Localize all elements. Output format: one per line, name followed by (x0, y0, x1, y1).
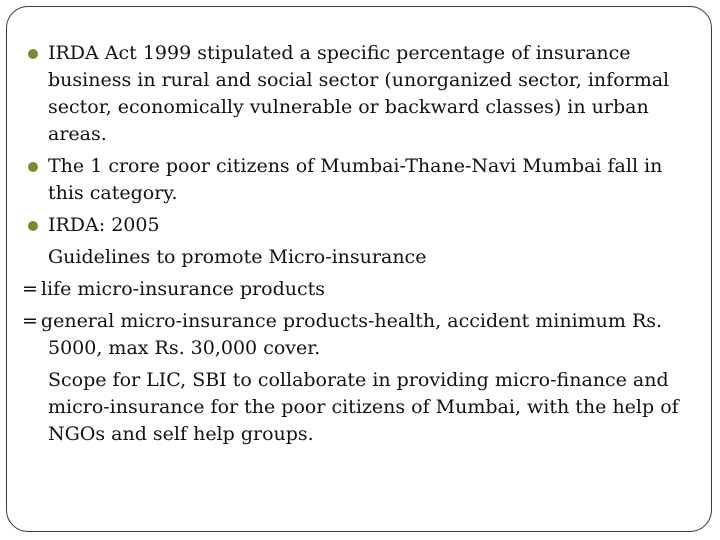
sub-item-continuation: 5000, max Rs. 30,000 cover. (48, 337, 321, 359)
sub-item (22, 308, 682, 362)
bullet-dot-icon (28, 162, 38, 172)
sub-item-text: life micro-insurance products (40, 278, 326, 300)
plain-line (22, 244, 682, 271)
bullet-dot-icon (28, 49, 38, 59)
sub-item-text: general micro-insurance products-health, accident minimum Rs. (40, 310, 663, 332)
bullet-text: IRDA Act 1999 stipulated a specific percentage of insurance business in rural and social sector (unorganized sector, informal sector, economically vulnerable or backward classes) in urban areas. (48, 42, 670, 145)
equals-prefix: = (22, 310, 38, 332)
plain-line (22, 367, 682, 448)
equals-prefix: = (22, 278, 38, 300)
sub-item (22, 276, 682, 303)
bullet-text: The 1 crore poor citizens of Mumbai-Thane-Navi Mumbai fall in this category. (48, 155, 663, 204)
slide-content (22, 40, 682, 453)
bullet-text: IRDA: 2005 (48, 214, 160, 236)
guidelines-text: Guidelines to promote Micro-insurance (48, 246, 427, 268)
bullet-item (22, 40, 682, 148)
scope-text: Scope for LIC, SBI to collaborate in providing micro-finance and micro-insurance for the poor citizens of Mumbai, with the help of NGOs and self help groups. (48, 369, 679, 445)
bullet-item (22, 153, 682, 207)
bullet-dot-icon (28, 221, 38, 231)
bullet-item (22, 212, 682, 239)
